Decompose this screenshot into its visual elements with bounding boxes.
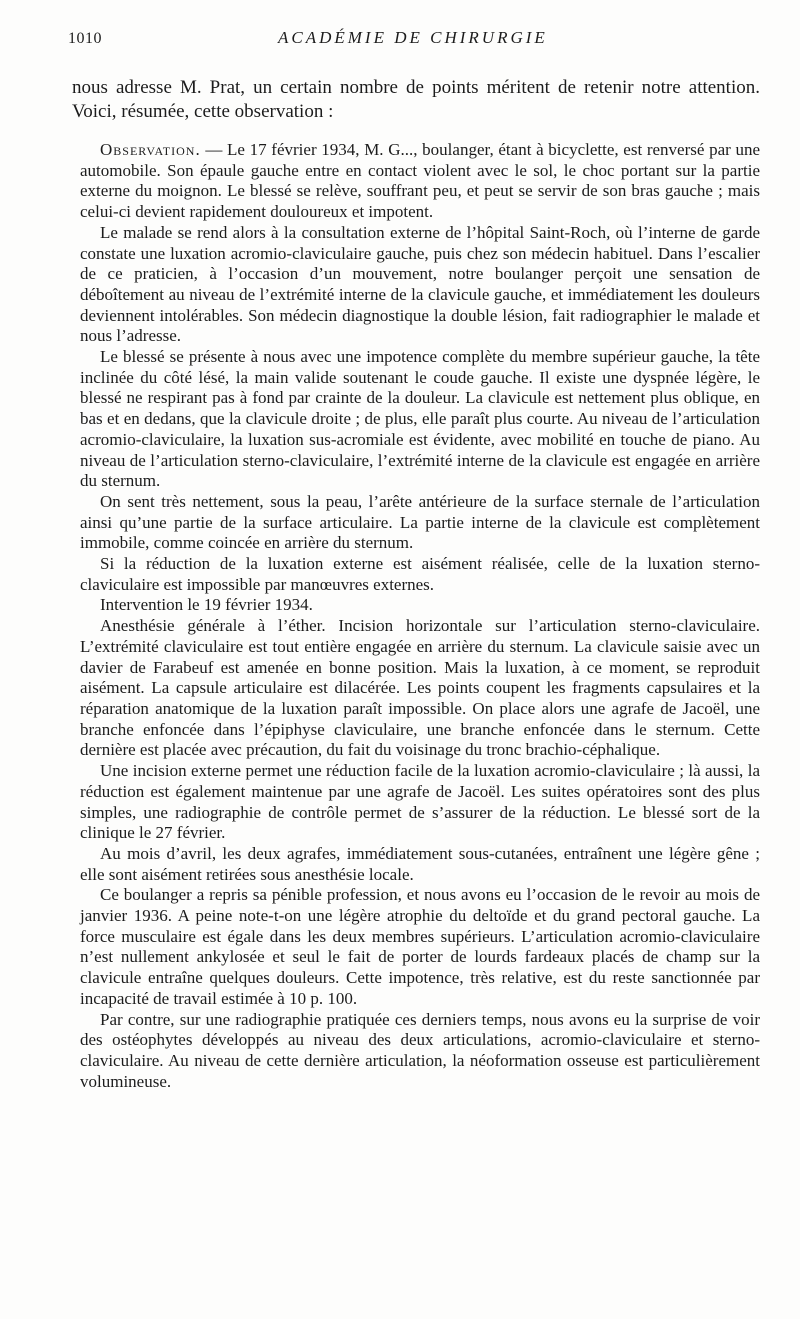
observation-paragraph: Anesthésie générale à l’éther. Incision horizontale sur l’articulation sterno-claviculaire. L’extrémité claviculaire est tout entière engagée en arrière du sternum. La clavicule saisie avec un davier de Farabeuf est amenée en bonne position. Mais la luxation, à ce moment, se reproduit aisément. La capsule articulaire est dilacérée. Les points coupent les fragments capsulaires et la réparation anatomique de la luxation paraît impossible. On place alors une agrafe de Jacoël, une branche enfoncée dans l’épiphyse claviculaire, une branche enfoncée dans le sternum. Cette dernière est placée avec précaution, du fait du voisinage du tronc brachio-céphalique. (80, 616, 760, 760)
observation-first-text: Le 17 février 1934, M. G..., boulanger, étant à bicyclette, est renversé par une automobile. Son épaule gauche entre en contact violent avec le sol, le choc portant sur la partie externe du moignon. Le blessé se relève, souffrant peu, et peut se servir de son bras gauche ; mais celui-ci devient rapidement douloureux et impotent. (80, 140, 761, 222)
observation-paragraph: Si la réduction de la luxation externe est aisément réalisée, celle de la luxation sterno-claviculaire est impossible par manœuvres externes. (80, 554, 760, 594)
intro-paragraph: nous adresse M. Prat, un certain nombre de points méritent de retenir notre attention. Voici, résumée, cette observation : (72, 77, 760, 122)
running-header (68, 28, 760, 54)
observation-dash: — (200, 140, 228, 159)
observation-first-paragraph (80, 140, 760, 223)
observation-paragraph: Une incision externe permet une réduction facile de la luxation acromio-claviculaire ; là aussi, la réduction est également maintenue par une agrafe de Jacoël. Les suites opératoires sont des plus simples, une radiographie de contrôle permet de s’assurer de la réduction. Le blessé sort de la clinique le 27 février. (80, 761, 760, 843)
observation-paragraph: On sent très nettement, sous la peau, l’arête antérieure de la surface sternale de l’articulation ainsi qu’une partie de la surface articulaire. La partie interne de la clavicule est complètement immobile, comme coincée en arrière du sternum. (80, 491, 760, 553)
observation-section (80, 140, 760, 1092)
observation-paragraph: Ce boulanger a repris sa pénible profession, et nous avons eu l’occasion de le revoir au mois de janvier 1936. A peine note-t-on une légère atrophie du deltoïde et du grand pectoral gauche. La force musculaire est égale dans les deux membres supérieurs. L’articulation acromio-claviculaire n’est nullement ankylosée et seul le fait de porter de lourds fardeaux placés de champ sur la clavicule entraîne quelques douleurs. Cette impotence, très relative, est du reste sanctionnée par incapacité de travail estimée à 10 p. 100. (80, 885, 760, 1008)
observation-paragraph: Intervention le 19 février 1934. (100, 595, 313, 615)
page-number: 1010 (68, 30, 102, 47)
observation-paragraph: Par contre, sur une radiographie pratiquée ces derniers temps, nous avons eu la surprise de voir des ostéophytes développés au niveau des deux articulations, acromio-claviculaire et sterno-claviculaire. Au niveau de cette dernière articulation, la néoformation osseuse est particulièrement volumineuse. (80, 1009, 760, 1091)
journal-title: ACADÉMIE DE CHIRURGIE (278, 28, 548, 47)
observation-paragraph: Au mois d’avril, les deux agrafes, immédiatement sous-cutanées, entraînent une légère gêne ; elle sont aisément retirées sous anesthésie locale. (80, 843, 760, 884)
observation-paragraph: Le blessé se présente à nous avec une impotence complète du membre supérieur gauche, la tête inclinée du côté lésé, la main valide soutenant le coude gauche. Il existe une dyspnée légère, le blessé ne respirant pas à fond par crainte de la douleur. La clavicule est nettement plus oblique, en bas et en dedans, que la clavicule droite ; de plus, elle paraît plus courte. Au niveau de l’articulation acromio-claviculaire, la luxation sus-acromiale est évidente, avec mobilité en touche de piano. Au niveau de l’articulation sterno-claviculaire, l’extrémité interne de la clavicule est engagée en arrière du sternum. (80, 347, 760, 491)
observation-label: Observation. (100, 140, 201, 159)
observation-paragraph: Le malade se rend alors à la consultation externe de l’hôpital Saint-Roch, où l’interne de garde constate une luxation acromio-claviculaire gauche, puis chez son médecin habituel. Dans l’escalier de ce praticien, à l’occasion d’un mouvement, notre boulanger perçoit une sensation de déboîtement au niveau de l’extrémité interne de la clavicule gauche, et immédiatement les douleurs deviennent intolérables. Son médecin diagnostique la double lésion, fait radiographier le malade et nous l’adresse. (80, 222, 760, 346)
